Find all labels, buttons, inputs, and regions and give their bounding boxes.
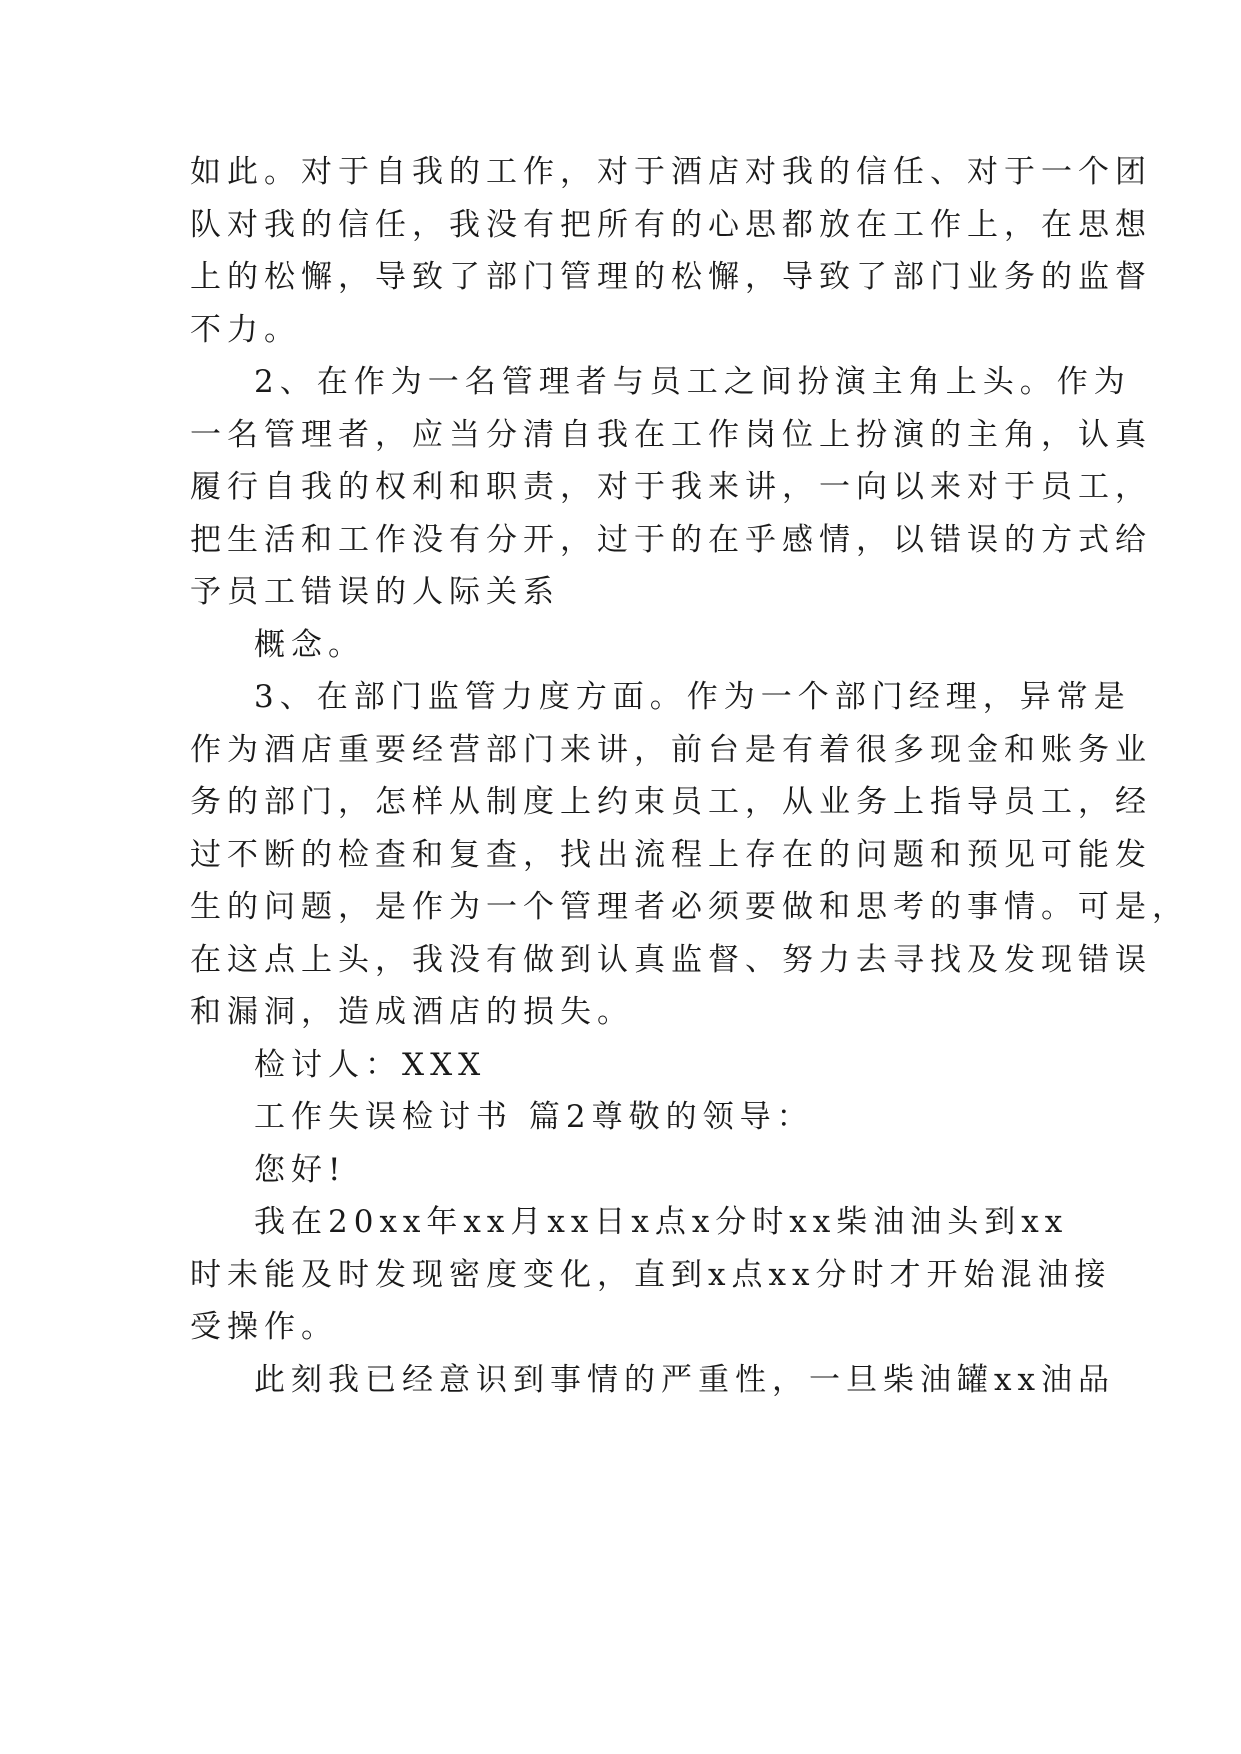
text-line: 在这点上头，我没有做到认真监督、努力去寻找及发现错误 — [190, 942, 1152, 978]
text-line: 一名管理者，应当分清自我在工作岗位上扮演的主角，认真 — [190, 417, 1152, 453]
signature-line: 检讨人：XXX — [254, 1047, 487, 1083]
text-line: 履行自我的权利和职责，对于我来讲，一向以来对于员工， — [190, 469, 1152, 505]
text-line: 过不断的检查和复查，找出流程上存在的问题和预见可能发 — [190, 837, 1152, 873]
text-line: 我在20xx年xx月xx日x点x分时xx柴油油头到xx — [254, 1204, 1069, 1240]
text-line: 不力。 — [190, 312, 301, 348]
text-line: 务的部门，怎样从制度上约束员工，从业务上指导员工，经 — [190, 784, 1152, 820]
text-line: 队对我的信任，我没有把所有的心思都放在工作上，在思想 — [190, 207, 1152, 243]
text-line: 3、在部门监管力度方面。作为一个部门经理，异常是 — [254, 679, 1131, 715]
greeting-line: 您好! — [254, 1152, 347, 1188]
section-heading: 工作失误检讨书 篇2尊敬的领导： — [254, 1099, 814, 1135]
text-line: 和漏洞，造成酒店的损失。 — [190, 994, 634, 1030]
text-line: 此刻我已经意识到事情的严重性，一旦柴油罐xx油品 — [254, 1362, 1115, 1398]
text-line: 上的松懈，导致了部门管理的松懈，导致了部门业务的监督 — [190, 259, 1152, 295]
text-line: 予员工错误的人际关系 — [190, 574, 560, 610]
text-line: 2、在作为一名管理者与员工之间扮演主角上头。作为 — [254, 364, 1131, 400]
text-line: 概念。 — [254, 627, 365, 663]
text-line: 时未能及时发现密度变化，直到x点xx分时才开始混油接 — [190, 1257, 1112, 1293]
text-line: 把生活和工作没有分开，过于的在乎感情，以错误的方式给 — [190, 522, 1152, 558]
text-line: 作为酒店重要经营部门来讲，前台是有着很多现金和账务业 — [190, 732, 1152, 768]
text-line: 生的问题，是作为一个管理者必须要做和思考的事情。可是， — [190, 889, 1189, 925]
text-line: 受操作。 — [190, 1309, 338, 1345]
text-line: 如此。对于自我的工作，对于酒店对我的信任、对于一个团 — [190, 154, 1152, 190]
